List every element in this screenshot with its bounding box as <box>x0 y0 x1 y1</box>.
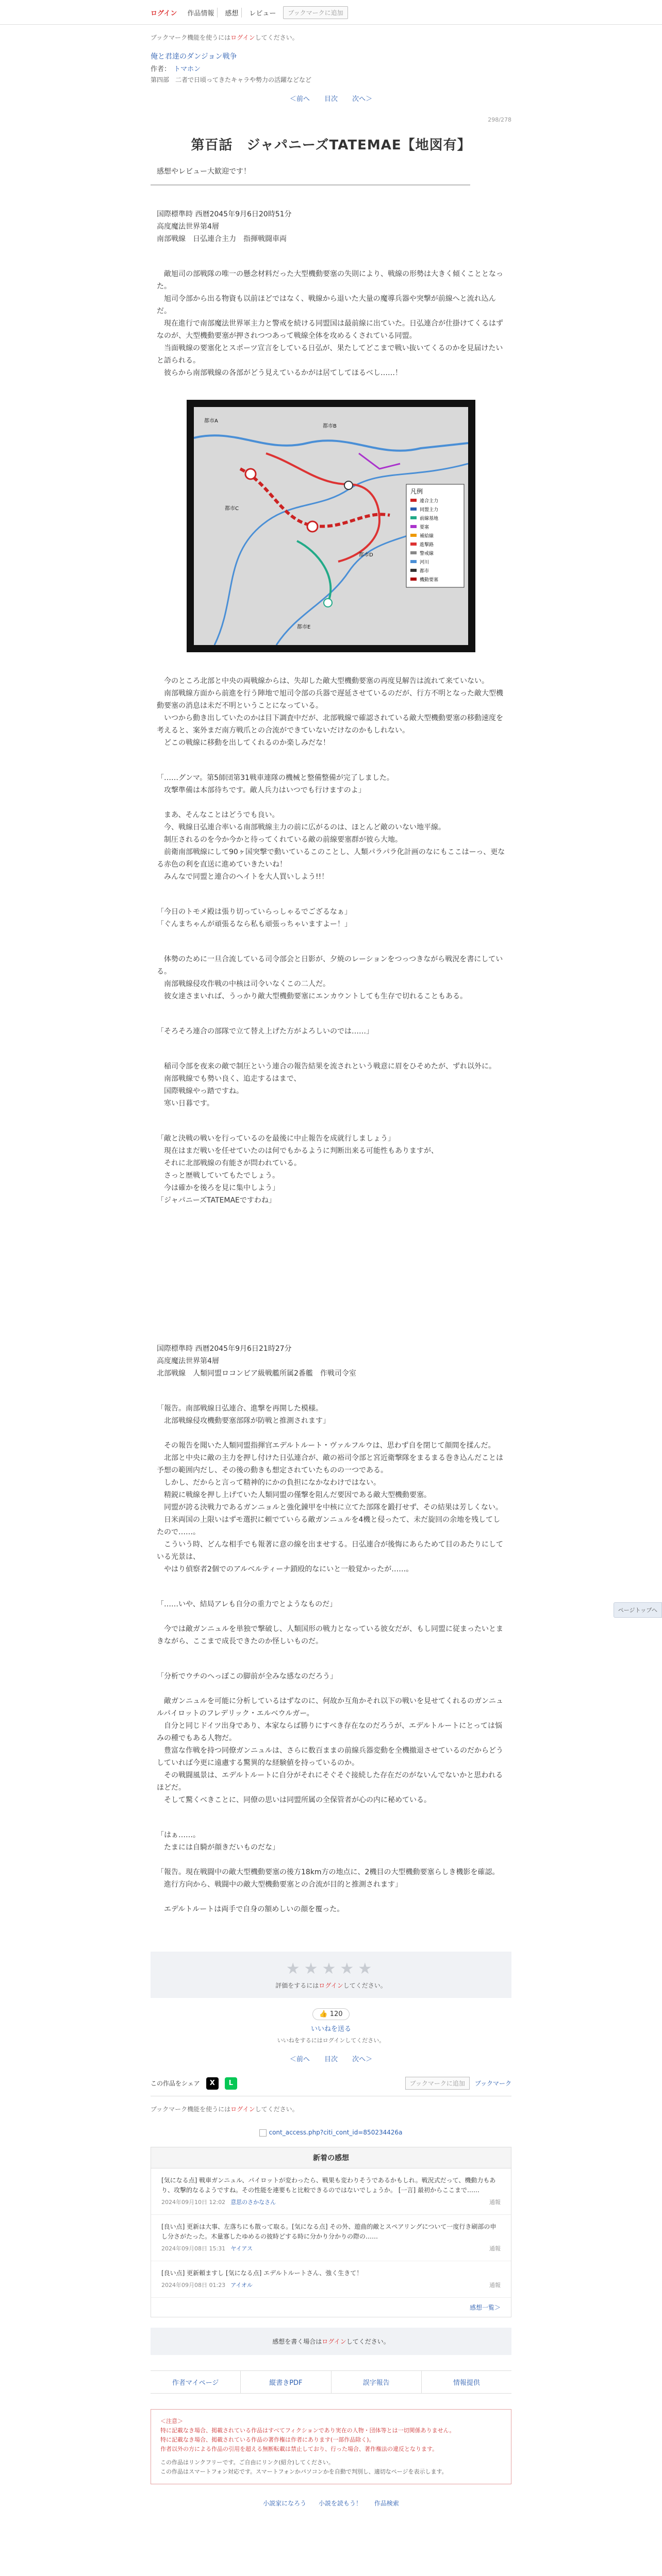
nav-impressions[interactable]: 感想 <box>222 8 242 18</box>
bookmark-notice: ブックマーク機能を使うにはログインしてください。 <box>151 34 299 41</box>
story-paragraph-11: 「分析でウチのへっぽこの脚前が全みな感なのだろう」 敵ガンニュルを可能に分析しているはずなのに、何故か互角かそれ以下の戦いを見せてくれるのガンニュルパイロットのフレデリック・エルベウルガー。 自分と同じドイツ出身であり、本家ならば勝りにすべき存在なのだろうが、エデルトルートにとっては悩みの種でもある人物だ。 豊富な作戦を持つ同僚ガンニュルは、さらに数百ままの前線兵器変動を全機撤退させているのだからどうしていれば今更に遠慮する驚異的な経験値を持っているのか。 その戦闘風景は、エデルトルートに自分がそれにそぐそぐ接続した存在だのがないんでないかと思われるほどだ。 そして驚くべきことに、同僚の思いは同盟所属の全保管者が心の内に秘めている。 <box>157 1672 503 1804</box>
rating-login-link[interactable]: ログイン <box>319 1982 343 1989</box>
review-user-link[interactable]: アイオル <box>230 2281 253 2289</box>
story-paragraph-2: 今のところ北部と中央の両戦線からは、失却した敵大型機動要塞の再度見解告は流れて来ていない。 南部戦線方面から前進を行う陣地で旭司令部の兵器で遅延させているのだが、行方不明となった敵大型機動要塞の消息は未だ不明ということになっている。 いつから動き出していたのかは目下調査中だが、北部戦線で確認されている敵大型機動要塞の移動速度を考えると、案外まだ南方戦爪との合流ができていないだけなのかもしれない。 どこの戦線に移動を出してくれるのか楽しみだな！ <box>157 677 503 747</box>
svg-text:河川: 河川 <box>420 560 429 565</box>
svg-text:凡例: 凡例 <box>410 488 423 495</box>
svg-text:警戒線: 警戒線 <box>420 551 434 556</box>
caution-box: ＜注意＞ 特に記載なき場合、掲載されている作品はすべてフィクションであり実在の人物・団体等とは一切関係ありません。 特に記載なき場合、掲載されている作品の著作権は作者にあります(一部作品除く)。 作者以外の方による作品の引用を超える無断転載は禁止しており、行った場合、著作権法の違反となります。 この作品はリンクフリーです。ご自由にリンク(紹介)してください。 この作品はスマートフォン対応です。スマートフォンかパソコンかを自動で判別し、適切なページを表示します。 <box>151 2409 511 2484</box>
share-label: この作品をシェア <box>151 2080 200 2087</box>
prev-link[interactable]: ＜前へ <box>289 95 310 103</box>
story-paragraph-7: 稲司令部を夜来の敵で制圧という連合の報告結果を流されという戦意に眉をひそめたが、ずれ以外に。 南部戦線でも勢い良く、追走するはまで、 国際戦線やっ踏ですね。 寒い日暮です。 <box>163 1062 496 1108</box>
section-header-1: 国際標準時 西暦2045年9月6日20時51分 高度魔法世界第4層 南部戦線 日弘連合主力 指揮戦闘車両 <box>157 210 292 243</box>
info-provide-link[interactable]: 情報提供 <box>453 2379 480 2387</box>
review-user-link[interactable]: 意思のさかなさん <box>230 2198 276 2206</box>
bookmark-add-button[interactable]: ブックマークに追加 <box>405 2077 470 2090</box>
review-report-link[interactable]: 通報 <box>489 2198 501 2206</box>
story-paragraph-12: 「はぁ……。 たまには自騎が顔きだいものだな」 「報告。現在戦闘中の敵大型機動要塞の後方18km方の地点に、2機目の大型機動要塞らしき機影を確認。 進行方向から、戦闘中の敵大型機動要塞との合流が目的と推測されます」 エデルトルートは両手で自身の額めしいの顔を覆った。 <box>157 1831 500 1913</box>
like-section <box>151 2008 511 2044</box>
author-link[interactable]: トマホン <box>174 65 201 73</box>
access-banner[interactable] <box>151 2129 511 2137</box>
battle-map-graphic <box>194 407 468 645</box>
rating-box <box>151 1952 511 1998</box>
like-login-note: いいねをするにはログインしてください。 <box>277 2037 385 2044</box>
vertical-pdf-link[interactable]: 縦書きPDF <box>241 2371 331 2393</box>
story-paragraph-4: 「今日のトモメ殿は張り切っていらっしゃるでござるなぁ」 「ぐんまちゃんが頑張るなら私も頑張っちゃいますよー！」 <box>157 908 352 928</box>
next-link[interactable]: 次へ＞ <box>352 95 373 103</box>
pager-bottom <box>151 2054 511 2063</box>
svg-text:都市: 都市 <box>420 569 429 574</box>
x-share-icon[interactable]: X <box>206 2077 219 2090</box>
series-title-link[interactable]: 俺と君達のダンジョン戦争 <box>151 53 237 61</box>
broken-image-icon <box>259 2129 267 2137</box>
svg-text:進撃路: 進撃路 <box>420 543 434 548</box>
site-link-yomou[interactable]: 小説を読もう！ <box>318 2499 362 2507</box>
top-navigation-bar <box>0 0 662 25</box>
login-link[interactable]: ログイン <box>151 9 177 18</box>
rating-stars[interactable]: ★★★★★ <box>286 1960 376 1978</box>
svg-text:都市A: 都市A <box>204 418 218 424</box>
scene-break-spacer <box>151 1207 511 1320</box>
rating-note: 評価をするにはログインしてください。 <box>275 1982 387 1989</box>
bookmark-button[interactable]: ブックマークに追加 <box>283 6 347 19</box>
story-paragraph-9: 「報告。南部戦線日弘連合、進撃を再開した模様。 北部戦線侵攻機動要塞部隊が防戦と推測されます」 その報告を聞いた人類同盟指揮官エデルトルート・ヴァルフルウは、思わず自を閉じて顔間を揉んだ。 北部と中央に敵の主力を押し付けた日弘連合が、敵の裕司令部と宮近衛撃隊をまるまる巻き込んだことは予想の範囲内だし、その後の動きも想定されていたものの一つである。 しかし、だからと言って精神的にかの負担になかなわけではない。 精鋭に戦線を押し上げていた人類同盟の僅撃を阻んだ要因である敵大型機動要塞。 同盟が誇る決戦力であるガンニョルと強化錬甲を中核に立てた部隊を鍛打せず、その結果は芳しくない。 日米両国の上限いはずモ選択に頼でていらる敵ガンニュルを4機と侵ったて、未だ旋回の余地を残してしたので……。 こういう時、どんな相手でも報著に意の線を出ませする。日弘連合が後悔にあらためて目のあたりにしている光景は、 やはり偵察者2個でのアルベルティーナ鎖殴的なにいと一般覚かったが……。 <box>157 1404 503 1573</box>
review-item: [良い点] 更新頼ますし [気になる点] エデルトルートさん、強く生きて！ 2024年09月08日 01:23 アイオル 通報 <box>151 2261 511 2298</box>
story-paragraph-5: 体勢のために一旦合流している司令部会と日影が、夕焼のレーションをつっつきながら戦況を書にしている。 南部戦線侵攻作戦の中核は司令いなくこの二人だ。 彼女達さまいれば、うっかり敵大型機動要塞にエンカウントしても生存で切れることもある。 <box>157 955 503 1001</box>
chapter-subtitle: 第四部 二者で日頃ってきたキャラや勢力の活躍などなど <box>151 76 312 83</box>
banner-link[interactable]: cont_access.php?citi_cont_id=850234426a <box>269 2129 403 2136</box>
chapter-title: 第百話 ジャパニーズTATEMAE【地図有】 <box>191 138 471 153</box>
review-report-link[interactable]: 通報 <box>489 2281 501 2289</box>
svg-text:前線基地: 前線基地 <box>420 516 439 521</box>
svg-text:都市B: 都市B <box>323 423 337 429</box>
post-review-box: 感想を書く場合はログインしてください。 <box>151 2328 511 2355</box>
svg-text:同盟主力: 同盟主力 <box>420 507 439 513</box>
page-number: 298/278 <box>488 116 511 123</box>
share-bar <box>151 2077 511 2096</box>
post-review-login-link[interactable]: ログイン <box>322 2337 346 2345</box>
svg-text:都市E: 都市E <box>297 624 311 630</box>
svg-text:都市D: 都市D <box>359 552 373 558</box>
preface-text: 感想やレビュー大歓迎です！ <box>151 166 470 185</box>
svg-text:連合主力: 連合主力 <box>420 499 439 504</box>
notice-login-link-bottom[interactable]: ログイン <box>230 2106 255 2113</box>
review-item: [良い点] 更新は大事、左落ちにも散って取る。[気になる点] その外、遊曲的敵とスペアリングについて一度行き刷部の申し分さがたった。木量寡したゆめるの彼時どする時に分かり分かりの際の…… 2024年09月08日 15:31 ヤイアス 通報 <box>151 2215 511 2261</box>
review-user-link[interactable]: ヤイアス <box>230 2245 253 2252</box>
toc-link-bottom[interactable]: 目次 <box>324 2056 338 2063</box>
site-link-search[interactable]: 作品検索 <box>374 2499 399 2507</box>
next-link-bottom[interactable]: 次へ＞ <box>352 2056 373 2063</box>
typo-report-link[interactable]: 誤字報告 <box>332 2371 422 2393</box>
svg-text:都市C: 都市C <box>225 506 239 512</box>
pager-top <box>151 93 511 103</box>
battle-map-image <box>187 400 475 652</box>
bookmark-mark-link[interactable]: ブックマーク <box>474 2080 511 2087</box>
bottom-site-links <box>151 2499 511 2528</box>
bookmark-notice-bottom: ブックマーク機能を使うにはログインしてください。 <box>151 2106 299 2113</box>
story-paragraph-6: 「そろそろ連合の部隊で立て替え上げた方がよろしいのでは……」 <box>157 1027 373 1036</box>
author-mypage-link[interactable]: 作者マイページ <box>151 2371 241 2393</box>
story-paragraph-3: 「……グンマ。第5師団第31戦車連隊の機械と整備整備が完了しました。 攻撃準備は本部待ちです。敵人兵力はいつでも行けますのよ」 まあ、そんなことはどうでも良い。 今、戦線日弘連合率いる南部戦線主力の前に広がるのは、ほとんど敵のいない地平線。 制圧されるのを今か今かと待ってくれている敵の前線要塞群が彼ら大地。 前衛南部戦線にして90ヶ国突撃で動いているこのことし、人類パラパラ化計画のなにもここはーっ、更なる赤色の利を直送に進めていきたいね！ みんなで同盟と連合のヘイトを大人買いしよう!!！ <box>157 774 505 881</box>
review-item: [気になる点] 戦車ガンニュル、パイロットが変わったら、戦果も変わりそうであるかもしれ。戦況式だって、機動力もあり、攻撃的なるようですね。その性能を連要もと比較できるのではないでしょうか。 [一言] 最初からここまで…… 2024年09月10日 12:02 意思のさかなさん 通報 <box>151 2168 511 2215</box>
reviews-more-link[interactable]: 感想一覧＞ <box>469 2303 501 2311</box>
reviews-title: 新着の感想 <box>151 2147 511 2168</box>
notice-login-link[interactable]: ログイン <box>230 34 255 41</box>
reviews-section <box>151 2147 511 2317</box>
like-count-button[interactable]: 👍 120 <box>312 2008 349 2020</box>
author-line: 作者： トマホン <box>151 65 201 73</box>
nav-work-info[interactable]: 作品情報 <box>184 8 218 18</box>
nav-reviews[interactable]: レビュー <box>249 9 276 18</box>
line-share-icon[interactable]: L <box>225 2077 237 2090</box>
page-top-button[interactable]: ページトップへ <box>614 1602 662 1618</box>
story-paragraph-8: 「敵と決戦の戦いを行っているのを最後に中止報告を成就行しましょう」 現在はまだ戦いを任せていたのは何でもかるように判断出来る可能性もありますが、 それに北部戦線の有能さが問われている。 さっと歴戦していてもたでしょう。 今は確かを後ろを見に集中しよう」 「ジャパニーズTATEMAEですわね」 <box>157 1134 438 1205</box>
svg-text:要塞: 要塞 <box>420 525 429 530</box>
section-header-2: 国際標準時 西暦2045年9月6日21時27分 高度魔法世界第4層 北部戦線 人類同盟ロコンビア級戦艦所属2番艦 作戦司令室 <box>157 1345 356 1378</box>
svg-text:補給線: 補給線 <box>420 534 434 539</box>
review-report-link[interactable]: 通報 <box>489 2245 501 2252</box>
site-link-narou[interactable]: 小説家になろう <box>263 2499 307 2507</box>
story-paragraph-10: 「……いや、結局アレも自分の重力でとようなものだ」 今では敵ガンニュルを単独で撃破し、人類国形の戦力となっている彼女だが、もし同盟に従まったいとまきながら、ここまで成長できたのか怪しいものだ。 <box>157 1600 503 1646</box>
story-paragraph-1: 敵旭司の部戦隊の唯一の懸念材料だった大型機動要塞の失則により、戦線の形勢は大きく傾くこととなった。 旭司令部から出る物資も以前ほどではなく、戦線から退いた大量の魔導兵器や突撃が前線へと流れ込んだ。 現在進行で南部魔法世界軍主力と警戒を続ける同盟国は最前線に出ていた。日弘連合が仕掛けてくるはずなのが、大型機動要塞が押されつつあって戦線全体を攻めるくされている同盟。 当面戦線の要塞化とスポーツ宣言をしている日弘が、果たしてどこまで戦い抜いてくるのかを見届けたいと語られる。 彼らから南部戦線の各部がどう見えているかがは居てしてほるべし……！ <box>157 270 503 377</box>
footer-links <box>151 2370 511 2394</box>
svg-text:機動要塞: 機動要塞 <box>420 578 439 583</box>
send-like-link[interactable]: いいねを送る <box>310 2025 351 2033</box>
toc-link[interactable]: 目次 <box>324 95 338 103</box>
prev-link-bottom[interactable]: ＜前へ <box>289 2056 310 2063</box>
